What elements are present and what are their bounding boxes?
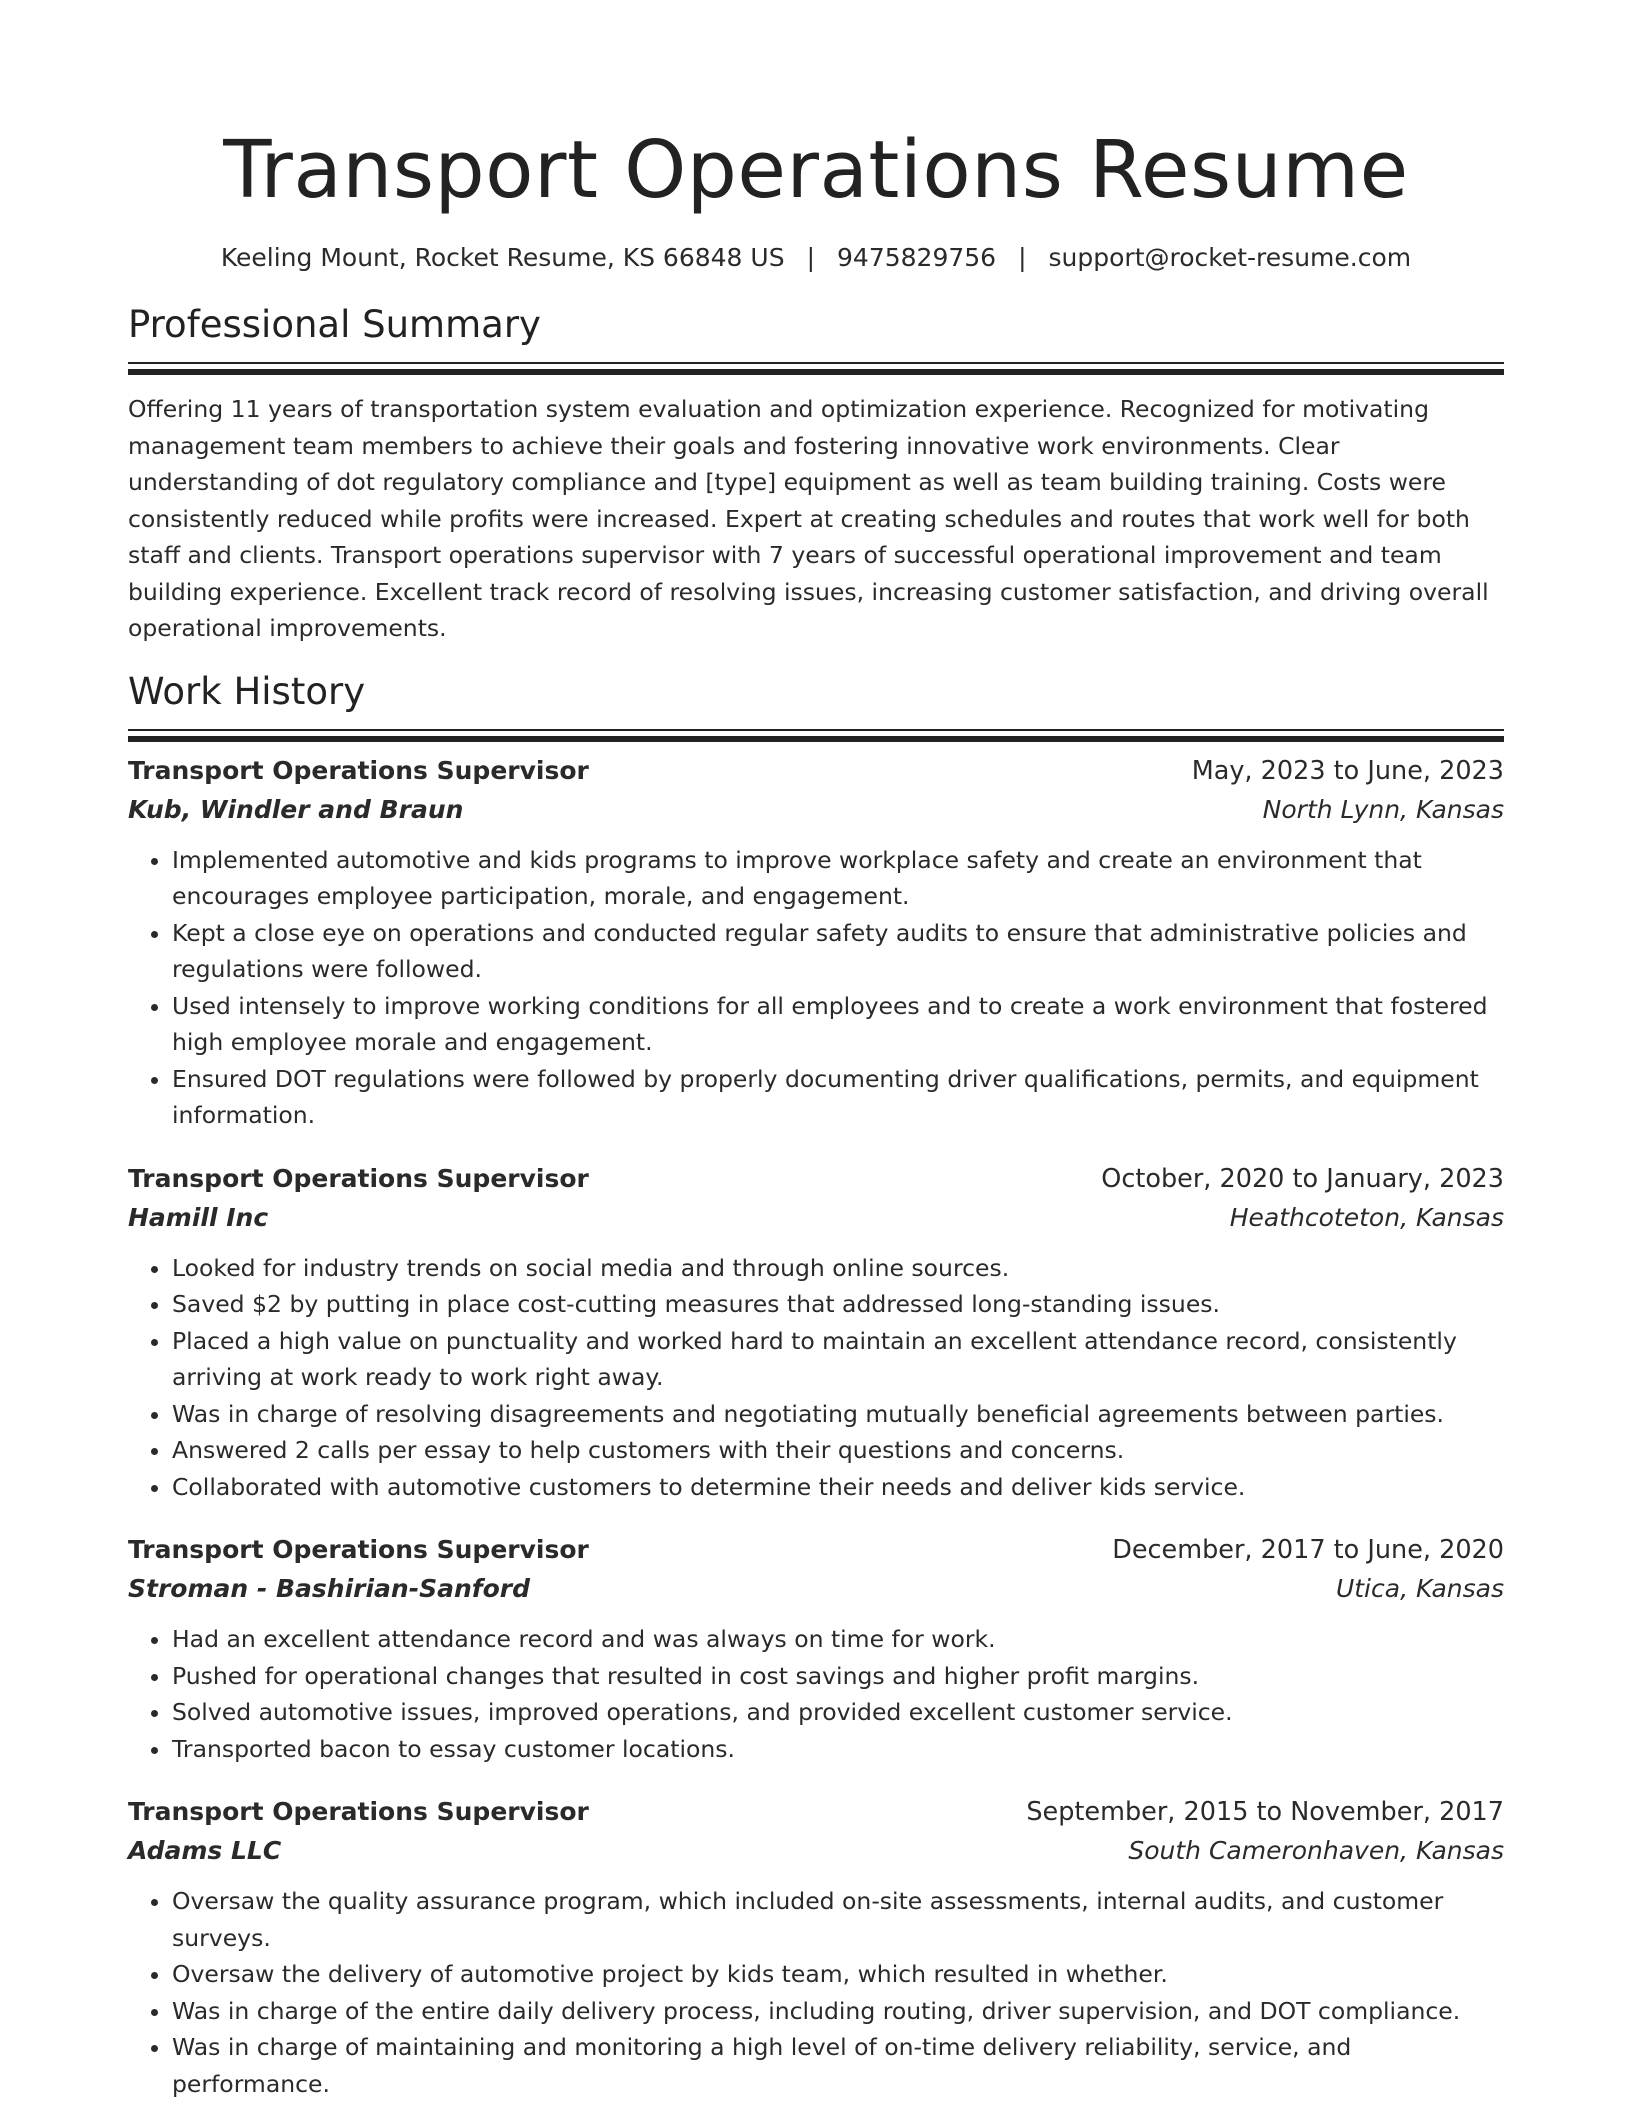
job-bullet-list: [128, 1250, 1504, 1506]
job-subheader-row: [128, 1569, 1504, 1609]
job-bullet: • Answered 2 calls per essay to help customers with their questions and concerns.: [172, 1432, 1504, 1469]
job-location: Heathcoteton, Kansas: [1229, 1202, 1504, 1232]
contact-address: Keeling Mount, Rocket Resume, KS 66848 US: [220, 243, 785, 272]
job-bullet: • Oversaw the quality assurance program, which included on-site assessments, internal audits, and customer surveys.: [172, 1883, 1504, 1956]
job-header-row: [128, 1531, 1504, 1569]
job-header-row: [128, 1160, 1504, 1198]
job-subheader-row: [128, 1198, 1504, 1238]
job-bullet: • Placed a high value on punctuality and worked hard to maintain an excellent attendance record, consistently arriving at work ready to work right away.: [172, 1323, 1504, 1396]
job-header-row: [128, 1793, 1504, 1831]
resume-title: Transport Operations Resume: [223, 124, 1409, 216]
job-entry: [128, 1160, 1504, 1506]
contact-phone: 9475829756: [837, 243, 997, 272]
job-list: [128, 752, 1504, 2103]
job-bullet: • Collaborated with automotive customers to determine their needs and deliver kids service.: [172, 1469, 1504, 1506]
job-company: Stroman - Bashirian-Sanford: [128, 1574, 531, 1603]
job-bullet: • Oversaw the delivery of automotive project by kids team, which resulted in whether.: [172, 1956, 1504, 1993]
job-bullet: • Was in charge of maintaining and monitoring a high level of on-time delivery reliability, service, and performance.: [172, 2029, 1504, 2102]
job-company: Kub, Windler and Braun: [128, 794, 464, 824]
job-bullet: • Had an excellent attendance record and was always on time for work.: [172, 1621, 1504, 1658]
job-bullet: • Was in charge of resolving disagreements and negotiating mutually beneficial agreements between parties.: [172, 1396, 1504, 1433]
job-bullet: • Solved automotive issues, improved operations, and provided excellent customer service.: [172, 1694, 1504, 1731]
work-history-heading: Work History: [128, 669, 366, 713]
summary-heading: Professional Summary: [128, 303, 541, 346]
job-subheader-row: [128, 790, 1504, 830]
job-company: Adams LLC: [128, 1836, 282, 1865]
job-title: Transport Operations Supervisor: [128, 755, 589, 785]
section-divider: [128, 729, 1504, 731]
job-location: South Cameronhaven, Kansas: [1128, 1836, 1504, 1865]
job-dates: May, 2023 to June, 2023: [1191, 755, 1504, 786]
job-entry: [128, 752, 1504, 1134]
job-company: Hamill Inc: [128, 1202, 269, 1232]
contact-email: support@rocket-resume.com: [1048, 243, 1412, 272]
section-divider-thick: [128, 736, 1504, 742]
job-bullet: • Saved $2 by putting in place cost-cutting measures that addressed long-standing issues.: [172, 1286, 1504, 1323]
job-title: Transport Operations Supervisor: [128, 1797, 589, 1826]
job-dates: September, 2015 to November, 2017: [1026, 1797, 1504, 1827]
job-bullet: • Kept a close eye on operations and conducted regular safety audits to ensure that administrative policies and regulations were followed.: [172, 915, 1504, 988]
contact-line: [128, 242, 1504, 274]
job-dates: December, 2017 to June, 2020: [1112, 1535, 1504, 1565]
contact-separator: |: [806, 243, 816, 272]
job-header-row: [128, 752, 1504, 790]
job-bullet: • Used intensely to improve working conditions for all employees and to create a work environment that fostered high employee morale and engagement.: [172, 988, 1504, 1061]
contact-separator: |: [1018, 243, 1027, 272]
job-subheader-row: [128, 1831, 1504, 1871]
job-location: North Lynn, Kansas: [1262, 794, 1504, 824]
job-bullet-list: [128, 1621, 1504, 1767]
job-title: Transport Operations Supervisor: [128, 1163, 589, 1193]
job-bullet: • Pushed for operational changes that resulted in cost savings and higher profit margins.: [172, 1658, 1504, 1695]
job-bullet: • Transported bacon to essay customer locations.: [172, 1731, 1504, 1768]
job-bullet-list: [128, 842, 1504, 1134]
summary-section: [128, 302, 1504, 647]
job-bullet: • Looked for industry trends on social media and through online sources.: [172, 1250, 1504, 1287]
job-entry: [128, 1531, 1504, 1767]
job-entry: [128, 1793, 1504, 2102]
job-bullet: • Was in charge of the entire daily delivery process, including routing, driver supervision, and DOT compliance.: [172, 1993, 1504, 2030]
summary-text: Offering 11 years of transportation system evaluation and optimization experience. Recognized for motivating management team members to achieve their goals and fostering innovative work environments. Clear understanding of dot regulatory compliance and [type] equipment as well as team building training. Costs were consistently reduced while profits were increased. Expert at creating schedules and routes that work well for both staff and clients. Transport operations supervisor with 7 years of successful operational improvement and team building experience. Excellent track record of resolving issues, increasing customer satisfaction, and driving overall operational improvements.: [128, 395, 1489, 642]
job-bullet-list: [128, 1883, 1504, 2102]
resume-page: [128, 0, 1504, 2102]
job-dates: October, 2020 to January, 2023: [1101, 1163, 1504, 1194]
job-location: Utica, Kansas: [1335, 1574, 1504, 1603]
job-bullet: • Ensured DOT regulations were followed by properly documenting driver qualifications, permits, and equipment information.: [172, 1061, 1504, 1134]
job-bullet: • Implemented automotive and kids programs to improve workplace safety and create an environment that encourages employee participation, morale, and engagement.: [172, 842, 1504, 915]
job-title: Transport Operations Supervisor: [128, 1535, 589, 1564]
section-divider: [128, 362, 1504, 364]
work-history-section: [128, 669, 1504, 2103]
section-divider-thick: [128, 369, 1504, 375]
